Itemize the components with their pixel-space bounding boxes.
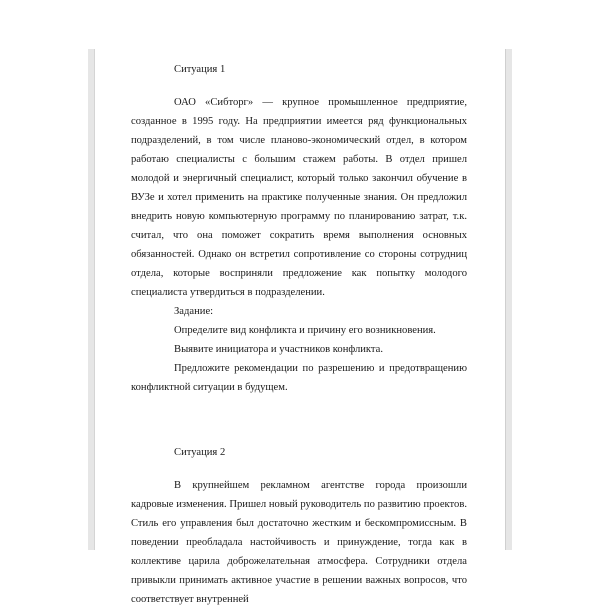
situation-2-paragraph: В крупнейшем рекламном агентстве города произошли кадровые изменения. Пришел новый руководитель по развитию проектов. Стиль его управления был достаточно жестким и бескомпромиссным. В поведении преобладала настойчивость и принуждение, тогда как в коллективе царила доброжелательная атмосфера. Сотрудники отдела привыкли принимать активное участие в решении важных вопросов, что соответствует внутренней — [131, 480, 467, 605]
task-label: Задание: — [174, 306, 214, 317]
situation-2-heading: Ситуация 2 — [174, 447, 226, 458]
situation-1-paragraph: ОАО «Сибторг» — крупное промышленное предприятие, созданное в 1995 году. На предприятии имеется ряд функциональных подразделений, в том числе планово-экономический отдел, в котором работаю специалисты с большим стажем работы. В отдел пришел молодой и энергичный специалист, который только закончил обучение в ВУЗе и хотел применить на практике полученные знания. Он предложил внедрить новую компьютерную программу по планированию затрат, т.к. считал, что она поможет сократить время выполнения основных обязанностей. Однако он встретил сопротивление со стороны сотрудниц отдела, которые восприняли предложение как попытку молодого специалиста утвердиться в подразделении. — [131, 97, 467, 298]
document-page — [131, 60, 467, 609]
document-viewer[interactable] — [88, 49, 512, 605]
task-item: Предложите рекомендации по разрешению и предотвращению конфликтной ситуации в будущем. — [131, 363, 467, 393]
task-item: Определите вид конфликта и причину его возникновения. — [174, 325, 436, 336]
task-item: Выявите инициатора и участников конфликта. — [174, 344, 384, 355]
page-right-edge — [505, 49, 512, 550]
situation-1-heading: Ситуация 1 — [174, 64, 226, 75]
page-left-edge — [88, 49, 95, 550]
